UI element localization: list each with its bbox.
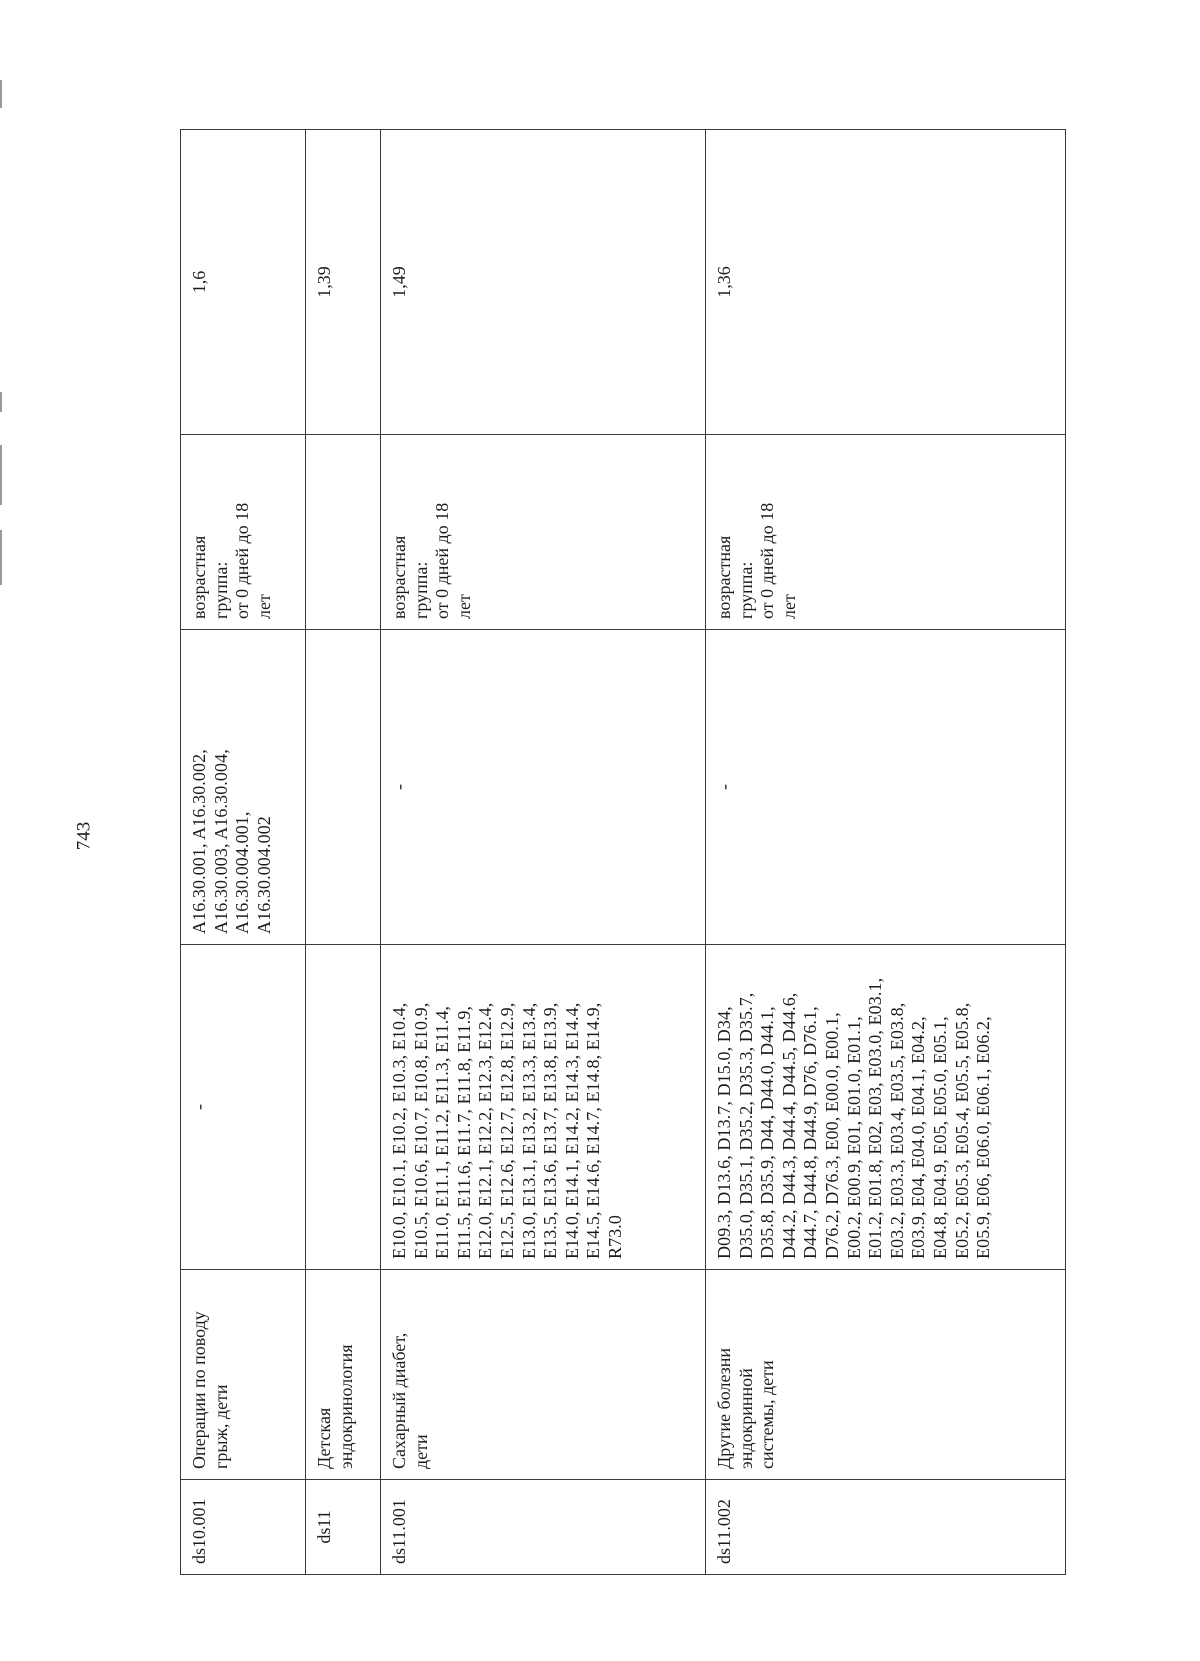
cell-code: ds11 — [306, 1480, 381, 1575]
table-row — [181, 130, 306, 1575]
table-row — [381, 130, 706, 1575]
cell-coefficient: 1,39 — [306, 130, 381, 435]
rotated-table-wrapper — [180, 130, 1065, 1575]
cell-other — [306, 435, 381, 630]
tariff-table — [180, 129, 1066, 1575]
table-row — [706, 130, 1066, 1575]
cell-diagnoses — [306, 945, 381, 1270]
cell-name: Операции по поводу грыж, дети — [181, 1270, 306, 1480]
cell-name: Детская эндокринология — [306, 1270, 381, 1480]
cell-other: возрастная группа: от 0 дней до 18 лет — [181, 435, 306, 630]
cell-other: возрастная группа: от 0 дней до 18 лет — [706, 435, 1066, 630]
page-number: 743 — [73, 821, 95, 851]
cell-coefficient: 1,36 — [706, 130, 1066, 435]
cell-code: ds10.001 — [181, 1480, 306, 1575]
cell-other: возрастная группа: от 0 дней до 18 лет — [381, 435, 706, 630]
cell-procedures: - — [706, 630, 1066, 945]
cell-coefficient: 1,6 — [181, 130, 306, 435]
cell-procedures — [306, 630, 381, 945]
cell-diagnoses: E10.0, E10.1, E10.2, E10.3, E10.4, E10.5, E10.6, E10.7, E10.8, E10.9, E11.0, E11.1, E11.2, E11.3, E11.4, E11.5, E11.6, E11.7, E11.8, E11.9, E12.0, E12.1, E12.2, E12.3, E12.4, E12.5, E12.6, E12.7, E12.8, E12.9, E13.0, E13.1, E13.2, E13.3, E13.4, E13.5, E13.6, E13.7, E13.8, E13.9, E14.0, E14.1, E14.2, E14.3, E14.4, E14.5, E14.6, E14.7, E14.8, E14.9, R73.0 — [381, 945, 706, 1270]
cell-procedures: - — [381, 630, 706, 945]
cell-name: Другие болезни эндокринной системы, дети — [706, 1270, 1066, 1480]
scan-mark — [0, 392, 2, 412]
scan-mark — [0, 530, 2, 585]
cell-code: ds11.002 — [706, 1480, 1066, 1575]
scan-mark — [0, 445, 2, 505]
cell-diagnoses: - — [181, 945, 306, 1270]
cell-diagnoses: D09.3, D13.6, D13.7, D15.0, D34, D35.0, D35.1, D35.2, D35.3, D35.7, D35.8, D35.9, D44, D44.0, D44.1, D44.2, D44.3, D44.4, D44.5, D44.6, D44.7, D44.8, D44.9, D76, D76.1, D76.2, D76.3, E00, E00.0, E00.1, E00.2, E00.9, E01, E01.0, E01.1, E01.2, E01.8, E02, E03, E03.0, E03.1, E03.2, E03.3, E03.4, E03.5, E03.8, E03.9, E04, E04.0, E04.1, E04.2, E04.8, E04.9, E05, E05.0, E05.1, E05.2, E05.3, E05.4, E05.5, E05.8, E05.9, E06, E06.0, E06.1, E06.2, — [706, 945, 1066, 1270]
cell-code: ds11.001 — [381, 1480, 706, 1575]
cell-coefficient: 1,49 — [381, 130, 706, 435]
cell-name: Сахарный диабет, дети — [381, 1270, 706, 1480]
table-row — [306, 130, 381, 1575]
cell-procedures: A16.30.001, A16.30.002, A16.30.003, A16.30.004, A16.30.004.001, A16.30.004.002 — [181, 630, 306, 945]
scan-mark — [0, 80, 2, 108]
